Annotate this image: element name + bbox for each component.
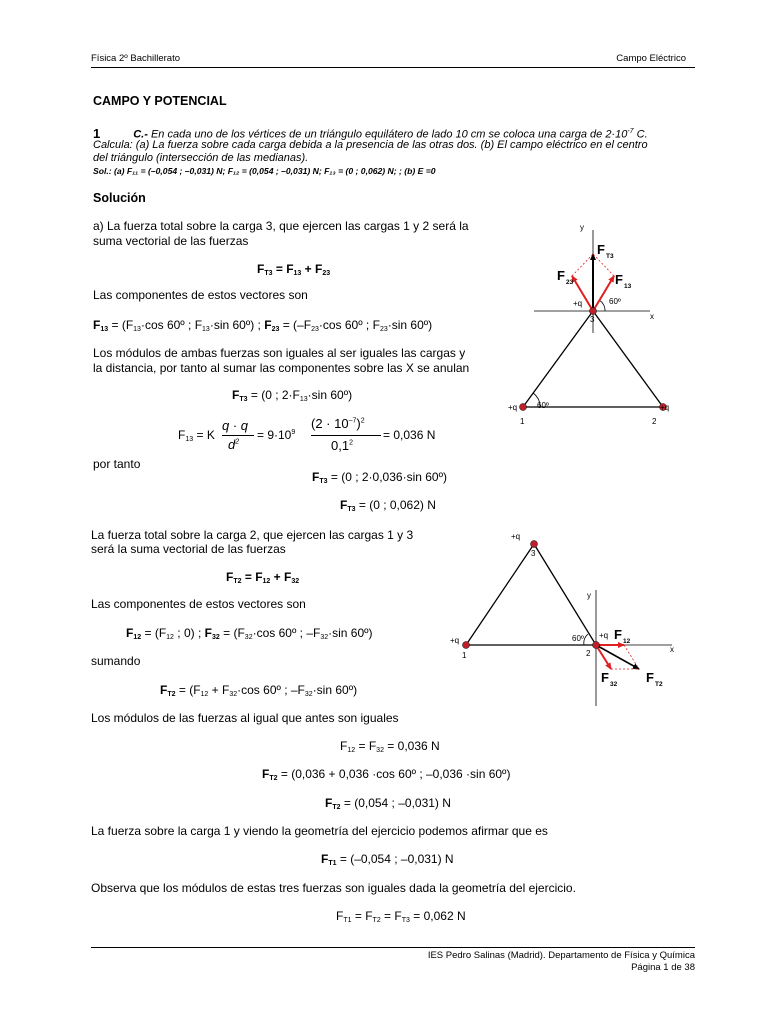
equation-FT2-numeric: $F_{T2} = (0,036 + 0,036 \cdot\cos$ 60º ; –0,036 ·sin 60º)	[262, 767, 511, 782]
vertex-2-number: 2	[586, 649, 591, 658]
y-axis-label: y	[580, 223, 584, 232]
footer-page-number: Página 1 de 38	[631, 962, 695, 973]
label-FT2: F	[646, 670, 654, 685]
paragraph-1a: a) La fuerza total sobre la carga 3, que ejercen las cargas 1 y 2 será la	[93, 219, 469, 233]
paragraph-6: Las componentes de estos vectores son	[91, 597, 306, 611]
solution-heading: Solución	[93, 191, 146, 205]
paragraph-4: por tanto	[93, 457, 141, 471]
footer-rule	[91, 947, 695, 948]
label-F32-sub: 32	[610, 681, 618, 688]
charge-3-label: +q	[573, 299, 583, 308]
charge-1-label: +q	[508, 403, 518, 412]
angle-label-1: 60º	[537, 401, 549, 410]
angle-label: 60º	[572, 634, 584, 643]
triangle	[466, 544, 596, 645]
header-rule	[91, 67, 695, 68]
paragraph-5b: será la suma vectorial de las fuerzas	[91, 542, 286, 556]
header-topic: Campo Eléctrico	[616, 53, 686, 64]
y-axis-label: y	[587, 591, 591, 600]
charge-3-label: +q	[511, 532, 521, 541]
diagram-charge-2	[446, 526, 686, 716]
problem-statement-line3: del triángulo (intersección de las medianas).	[93, 152, 309, 164]
charge-1-label: +q	[450, 636, 460, 645]
footer-institution: IES Pedro Salinas (Madrid). Departamento de Física y Química	[427, 950, 695, 961]
equation-equal-modules: FT1 = FT2 = FT3 = 0,062 N	[336, 909, 466, 924]
label-F23-sub: 23	[566, 279, 574, 286]
equation-FT2-sum: $F_{T2} = F_{12} + F_{32}$	[226, 570, 300, 585]
paragraph-10: Observa que los módulos de estas tres fuerzas son iguales dada la geometría del ejercicio.	[91, 881, 576, 895]
angle-arc	[584, 634, 588, 645]
label-F12: F	[614, 627, 622, 642]
charge-2-label: +q	[599, 631, 609, 640]
charge-3	[590, 308, 597, 315]
equation-FT3-numeric: $F_{T3} = (0$ ; 2·0,036·sin 60º)	[312, 470, 447, 485]
header-subject: Física 2º Bachillerato	[91, 53, 181, 64]
vertex-3-number: 3	[590, 315, 595, 324]
equation-components-2: $F_{12} = (F12$ ; 0) ; $F_{32} = (F32\cdot\cos$ 60º ; –F32·sin 60º)	[126, 626, 373, 641]
label-FT3-sub: T3	[606, 253, 614, 260]
paragraph-5a: La fuerza total sobre la carga 2, que ejercen las cargas 1 y 3	[91, 528, 414, 542]
equation-FT3-result: $F_{T3} = (0$ ; 0,062) N	[340, 498, 436, 513]
paragraph-9: La fuerza sobre la carga 1 y viendo la geometría del ejercicio podemos afirmar que es	[91, 824, 548, 838]
label-FT3: F	[597, 242, 605, 257]
paragraph-3b: la distancia, por tanto al sumar las componentes sobre las X se anulan	[93, 361, 470, 375]
problem-exponent: -7	[627, 128, 634, 135]
equation-modules: F12 = F32 = 0,036 N	[340, 739, 440, 754]
label-F12-sub: 12	[623, 638, 631, 645]
x-axis-label: x	[650, 312, 654, 321]
problem-text-1: En cada uno de los vértices de un triángulo equilátero de lado 10 cm se coloca una carga de 2·10	[147, 128, 628, 141]
diagram-charge-3	[500, 218, 690, 433]
label-F13-sub: 13	[624, 283, 632, 290]
charge-1	[520, 404, 527, 411]
paragraph-2: Las componentes de estos vectores son	[93, 288, 308, 302]
vertex-3-number: 3	[531, 549, 536, 558]
x-axis-label: x	[670, 645, 674, 654]
vertex-1-number: 1	[462, 651, 467, 660]
angle-label-2: 60º	[609, 297, 621, 306]
equation-FT2-result: $F_{T2} = (0,054$ ; –0,031) N	[325, 796, 451, 811]
angle-arc-2	[599, 300, 605, 311]
label-F32: F	[601, 670, 609, 685]
problem-solution-summary: Sol.: (a) F₁₁ = (–0,054 ; –0,031) N; F₁₂ = (0,054 ; –0,031) N; F₁₃ = (0 ; 0,062) N; ; (b) E =0	[93, 166, 436, 176]
vertex-1-number: 1	[520, 417, 525, 426]
paragraph-1b: suma vectorial de las fuerzas	[93, 234, 249, 248]
charge-3	[531, 541, 538, 548]
problem-lead: C.-	[133, 128, 148, 141]
vertex-2-number: 2	[652, 417, 657, 426]
equation-FT3-components: $F_{T3} = (0$ ; 2·F13·sin 60º)	[232, 388, 353, 403]
paragraph-7: sumando	[91, 654, 141, 668]
equation-coulomb: F13 = K q · q $d^2$ = $9\cdot 10^9$ $(2 \cdot 10^{-7})^2$ $0,1^2$ = 0,036 N	[178, 416, 436, 453]
equation-FT1-result: $F_{T1} = (-0,054$ ; –0,031) N	[321, 852, 454, 867]
label-F13: F	[615, 272, 623, 287]
problem-statement-line2: Calcula: (a) La fuerza sobre cada carga debida a la presencia de las otras dos. (b) El campo eléctrico en el centro	[93, 139, 648, 151]
charge-2-label: +q	[660, 403, 670, 412]
label-FT2-sub: T2	[655, 681, 663, 688]
equation-components-1: $F_{13} = (F13\cdot\cos$ 60º ; F13·sin 60º) ; $F_{23} = (-F23\cdot\cos$ 60º ; F23·sin 60º)	[93, 318, 433, 333]
page-title: CAMPO Y POTENCIAL	[93, 94, 227, 108]
label-F23: F	[557, 268, 565, 283]
paragraph-3a: Los módulos de ambas fuerzas son iguales al ser iguales las cargas y	[93, 346, 466, 360]
charge-1	[463, 642, 470, 649]
parallelogram-line-1	[572, 254, 593, 276]
equation-FT3-sum: $F_{T3} = F_{13} + F_{23}$	[257, 262, 331, 277]
problem-text-1-end: C.	[633, 128, 648, 141]
equation-FT2-components: $F_{T2} = (F12 + F32\cdot\cos$ 60º ; –F32·sin 60º)	[160, 683, 358, 698]
problem-number: 1	[93, 125, 101, 141]
charge-2	[593, 642, 600, 649]
paragraph-8: Los módulos de las fuerzas al igual que antes son iguales	[91, 711, 399, 725]
